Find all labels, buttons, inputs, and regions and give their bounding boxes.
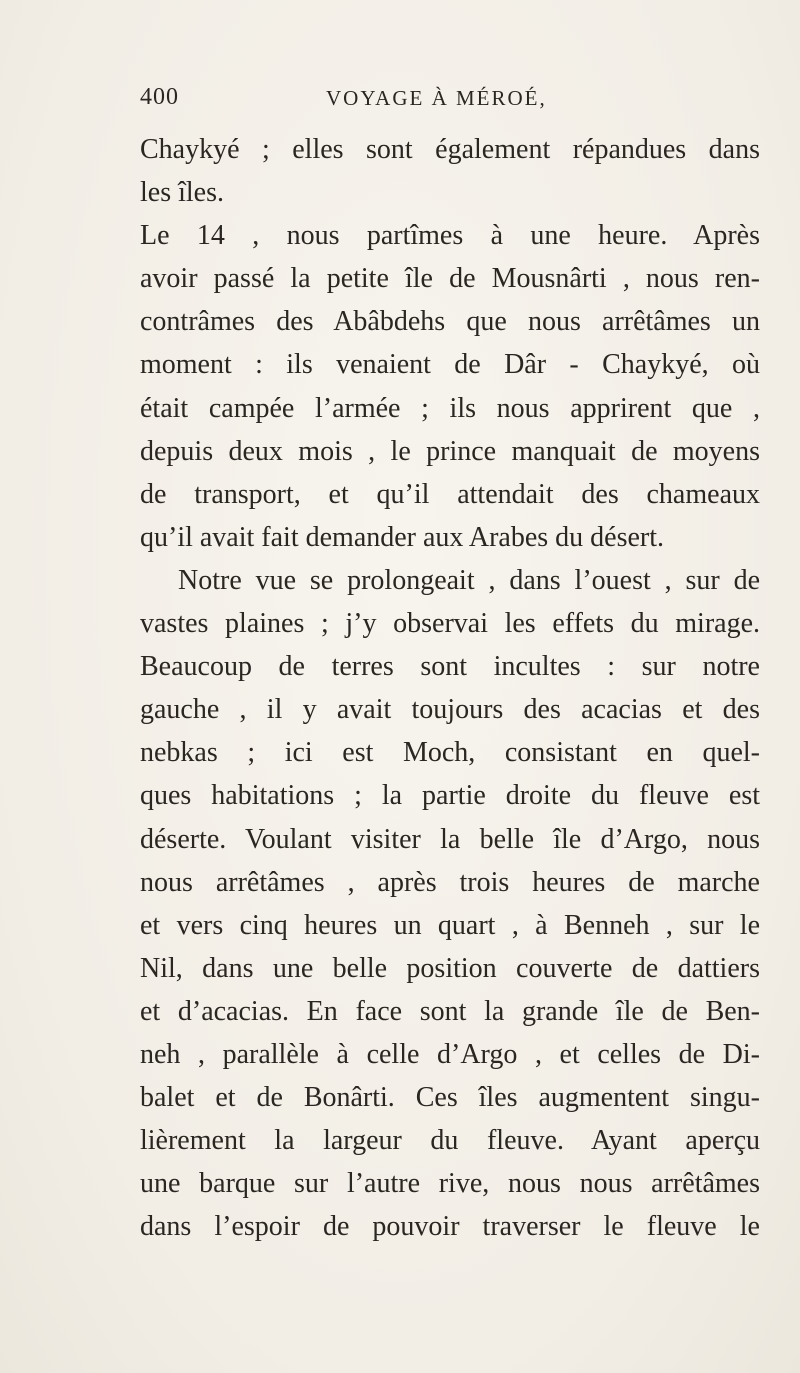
text-line: gauche , il y avait toujours des acacias et des	[140, 694, 760, 726]
text-line: dans l’espoir de pouvoir traverser le fleuve le	[140, 1211, 760, 1243]
text-line: balet et de Bonârti. Ces îles augmentent singu-	[140, 1082, 760, 1114]
text-line: ques habitations ; la partie droite du fleuve est	[140, 780, 760, 812]
text-line: Chaykyé ; elles sont également répandues dans	[140, 134, 760, 165]
text-line: avoir passé la petite île de Mousnârti , nous ren-	[140, 263, 760, 295]
text-line: les îles.	[140, 177, 224, 209]
body-text	[140, 128, 760, 1248]
text-line: déserte. Voulant visiter la belle île d’Argo, nous	[140, 823, 760, 855]
text-line: nous arrêtâmes , après trois heures de marche	[140, 866, 760, 898]
text-line: nebkas ; ici est Moch, consistant en quel-	[140, 737, 760, 769]
text-line: et d’acacias. En face sont la grande île de Ben-	[140, 995, 760, 1027]
text-line: Le 14 , nous partîmes à une heure. Après	[140, 220, 760, 252]
text-line: de transport, et qu’il attendait des chameaux	[140, 478, 760, 510]
text-line: Beaucoup de terres sont incultes : sur notre	[140, 651, 760, 683]
page-header	[140, 84, 760, 124]
text-line: Notre vue se prolongeait , dans l’ouest , sur de	[178, 564, 760, 596]
running-title: VOYAGE À MÉROÉ,	[326, 86, 547, 110]
text-line: était campée l’armée ; ils nous apprirent que ,	[140, 392, 760, 424]
text-line: Nil, dans une belle position couverte de dattiers	[140, 952, 760, 984]
text-line: depuis deux mois , le prince manquait de moyens	[140, 435, 760, 467]
text-line: moment : ils venaient de Dâr - Chaykyé, où	[140, 349, 760, 381]
text-line: qu’il avait fait demander aux Arabes du désert.	[140, 521, 665, 553]
text-line: vastes plaines ; j’y observai les effets du mirage.	[140, 608, 760, 640]
text-line: une barque sur l’autre rive, nous nous arrêtâmes	[140, 1168, 760, 1200]
page-number: 400	[140, 84, 179, 110]
text-line: et vers cinq heures un quart , à Benneh , sur le	[140, 909, 760, 941]
text-line: lièrement la largeur du fleuve. Ayant aperçu	[140, 1125, 760, 1157]
text-line: contrâmes des Abâbdehs que nous arrêtâmes un	[140, 306, 760, 338]
text-line: neh , parallèle à celle d’Argo , et celles de Di-	[140, 1038, 760, 1070]
